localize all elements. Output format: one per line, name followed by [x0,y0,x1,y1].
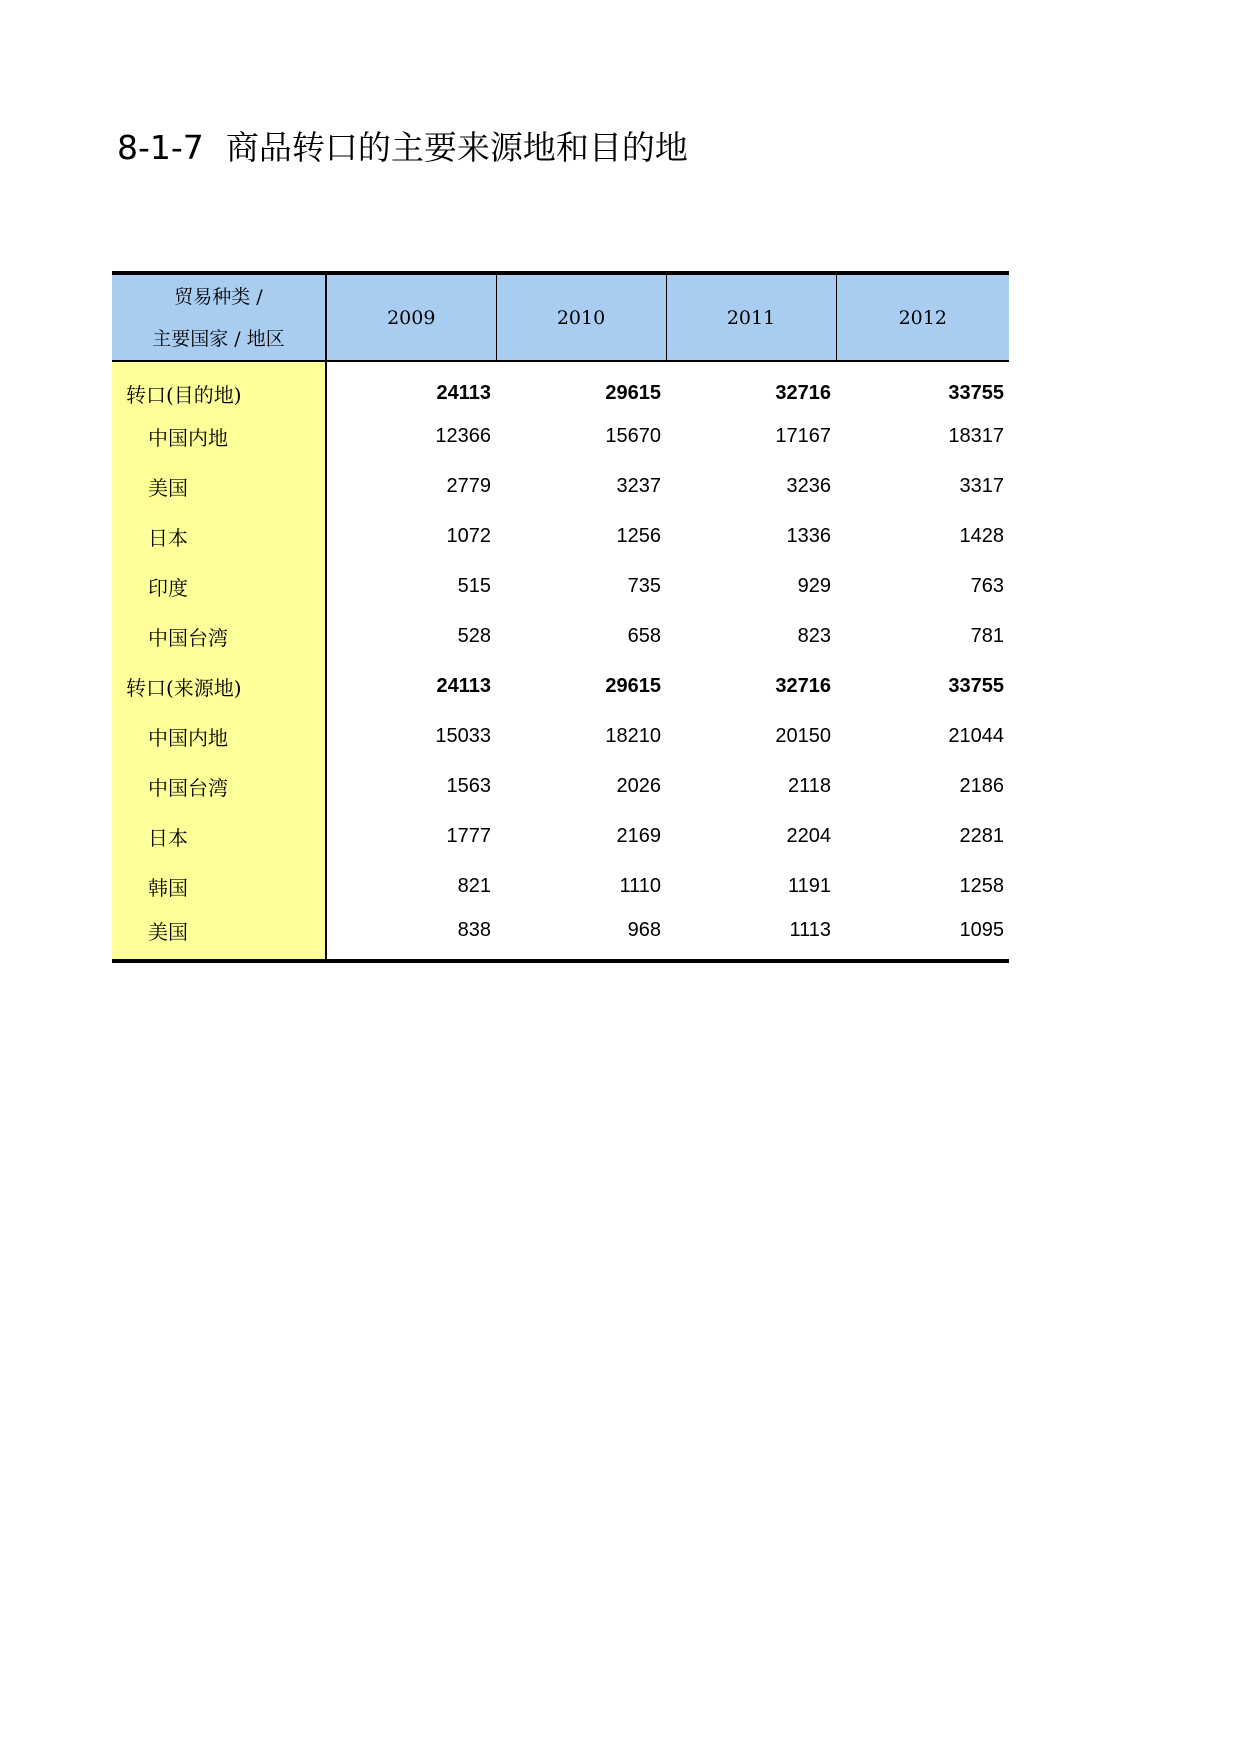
value-cell: 24113 [436,674,491,697]
value-cell: 20150 [775,724,831,747]
value-cell: 968 [496,911,666,961]
row-label: 转口(目的地) [112,361,326,411]
value-cell: 1113 [666,911,836,961]
row-label: 美国 [112,911,326,961]
row-label: 美国 [112,461,326,511]
data-table [112,271,1009,963]
table-body [112,361,1009,961]
value-cell: 1191 [787,874,831,897]
table-row-total [112,661,1009,711]
row-label: 印度 [112,561,326,611]
table-row [112,411,1009,461]
value-cell: 528 [457,624,491,647]
value-cell: 2169 [616,824,661,847]
header-category-cell [112,273,326,361]
value-cell: 15033 [435,724,491,747]
value-cell: 1095 [836,911,1009,961]
value-cell: 2186 [959,774,1004,797]
value-cell: 1563 [446,774,491,797]
header-year: 2012 [836,273,1009,361]
table-row-total [112,361,1009,411]
table-code: 8-1-7 [117,128,204,167]
value-cell: 32716 [775,382,831,404]
row-label: 日本 [112,511,326,561]
row-label: 转口(来源地) [112,661,326,711]
table-row [112,911,1009,961]
value-cell: 1110 [619,874,661,897]
value-cell: 2779 [446,474,491,497]
table-row [112,561,1009,611]
value-cell: 1258 [959,874,1004,897]
table-row [112,711,1009,761]
header-year: 2011 [666,273,836,361]
value-cell: 1428 [959,524,1004,547]
value-cell: 3237 [616,474,661,497]
value-cell: 3317 [959,474,1004,497]
data-table-container [112,271,1009,963]
value-cell: 24113 [436,382,491,404]
row-label: 中国台湾 [112,761,326,811]
header-year: 2010 [496,273,666,361]
row-label: 中国台湾 [112,611,326,661]
value-cell: 929 [797,574,831,597]
value-cell: 1072 [446,524,491,547]
value-cell: 838 [326,911,496,961]
value-cell: 821 [457,874,491,897]
value-cell: 781 [970,624,1004,647]
value-cell: 763 [970,574,1004,597]
row-label: 日本 [112,811,326,861]
row-label: 中国内地 [112,411,326,461]
table-row [112,861,1009,911]
page-title [117,128,688,168]
value-cell: 29615 [605,674,661,697]
value-cell: 33755 [948,674,1004,697]
value-cell: 17167 [775,424,831,447]
table-row [112,511,1009,561]
header-category-line2: 主要国家 / 地区 [152,327,285,350]
table-row [112,811,1009,861]
header-year: 2009 [326,273,496,361]
value-cell: 29615 [605,382,661,404]
row-label: 韩国 [112,861,326,911]
value-cell: 1256 [616,524,661,547]
table-header [112,273,1009,361]
value-cell: 2026 [616,774,661,797]
value-cell: 2118 [787,774,831,797]
value-cell: 33755 [948,382,1004,404]
table-row [112,761,1009,811]
value-cell: 12366 [435,424,491,447]
value-cell: 32716 [775,674,831,697]
value-cell: 2281 [959,824,1004,847]
header-category-line1: 贸易种类 / [174,285,263,308]
value-cell: 823 [797,624,831,647]
value-cell: 18210 [605,724,661,747]
header-row [112,273,1009,361]
row-label: 中国内地 [112,711,326,761]
value-cell: 735 [627,574,661,597]
value-cell: 21044 [948,724,1004,747]
value-cell: 1777 [446,824,491,847]
value-cell: 515 [457,574,491,597]
value-cell: 1336 [786,524,831,547]
value-cell: 658 [627,624,661,647]
value-cell: 15670 [605,424,661,447]
table-row [112,461,1009,511]
value-cell: 3236 [786,474,831,497]
value-cell: 2204 [786,824,831,847]
table-row [112,611,1009,661]
value-cell: 18317 [948,424,1004,447]
table-title: 商品转口的主要来源地和目的地 [225,128,688,167]
